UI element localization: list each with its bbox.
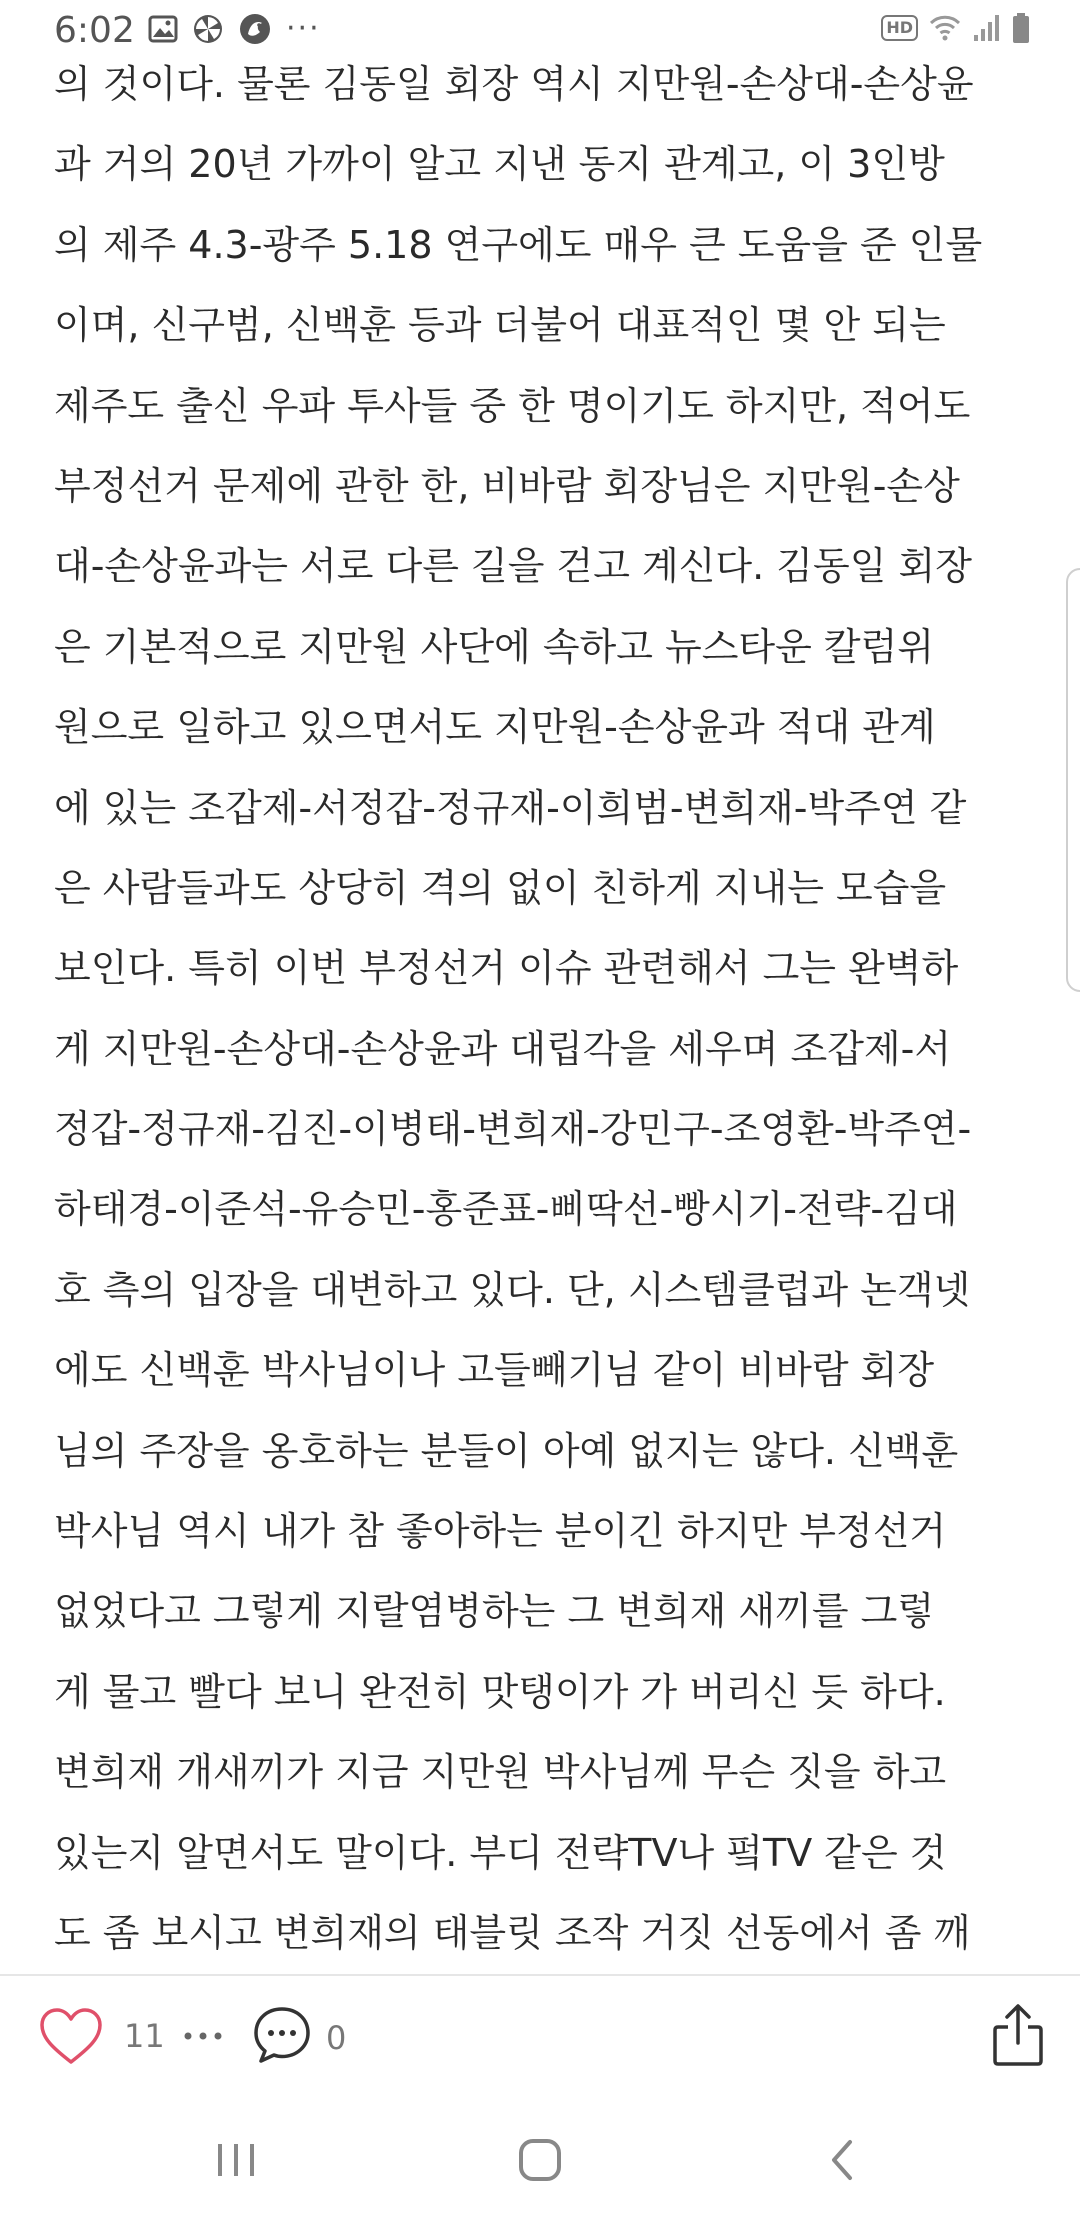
article-line: 대-손상윤과는 서로 다른 길을 걷고 계신다. 김동일 회장	[54, 544, 972, 589]
article-line: 의 제주 4.3-광주 5.18 연구에도 매우 큰 도움을 준 인물	[54, 222, 983, 267]
article-body	[54, 44, 1044, 1974]
more-dots-icon	[183, 2031, 223, 2041]
article-line: 님의 주장을 옹호하는 분들이 아예 없지는 않다. 신백훈	[54, 1428, 959, 1473]
comment-bubble-icon	[252, 2005, 312, 2065]
article-line: 보인다. 특히 이번 부정선거 이슈 관련해서 그는 완벽하	[54, 946, 959, 991]
article-line: 도 좀 보시고 변희재의 태블릿 조작 거짓 선동에서 좀 깨	[54, 1910, 971, 1955]
wifi-icon	[928, 13, 962, 43]
article-line: 있는지 알면서도 말이다. 부디 전략TV나 펔TV 같은 것	[54, 1830, 947, 1875]
article-line: 정갑-정규재-김진-이병태-변희재-강민구-조영환-박주연-	[54, 1107, 972, 1152]
article-line: 에 있는 조갑제-서정갑-정규재-이희범-변희재-박주연 같	[54, 785, 967, 830]
heart-icon	[39, 2008, 103, 2066]
article-line: 의 것이다. 물론 김동일 회장 역시 지만원-손상대-손상윤	[54, 62, 974, 106]
article-line: 은 기본적으로 지만원 사단에 속하고 뉴스타운 칼럼위	[54, 624, 935, 669]
article-line: 게 지만원-손상대-손상윤과 대립각을 세우며 조갑제-서	[54, 1026, 952, 1071]
pinwheel-icon	[192, 13, 224, 45]
article-line: 없었다고 그렇게 지랄염병하는 그 변희재 새끼를 그렇	[54, 1589, 935, 1634]
article-line: 박사님 역시 내가 참 좋아하는 분이긴 하지만 부정선거	[54, 1509, 947, 1554]
hd-icon: HD	[881, 15, 918, 41]
share-button[interactable]	[988, 2000, 1048, 2070]
article-line: 에도 신백훈 박사님이나 고들빼기님 같이 비바람 회장	[54, 1348, 935, 1393]
comment-count: 0	[326, 2019, 347, 2057]
app-badge-icon	[238, 12, 272, 46]
comment-button[interactable]	[250, 2002, 314, 2068]
back-chevron-icon	[822, 2136, 862, 2184]
article-line: 호 측의 입장을 대변하고 있다. 단, 시스템클럽과 논객넷	[54, 1267, 971, 1312]
share-icon	[990, 2003, 1046, 2067]
status-bar	[0, 0, 1080, 62]
edge-panel-handle[interactable]	[1066, 568, 1080, 992]
signal-icon	[972, 13, 1002, 43]
battery-icon	[1012, 12, 1030, 44]
article-line: 제주도 출신 우파 투사들 중 한 명이기도 하지만, 적어도	[54, 383, 971, 428]
article-line: 원으로 일하고 있으면서도 지만원-손상윤과 적대 관계	[54, 705, 936, 750]
status-time: 6:02	[54, 10, 135, 51]
home-button[interactable]	[500, 2130, 580, 2190]
recent-apps-icon	[214, 2140, 258, 2180]
article-line: 하태경-이준석-유승민-홍준표-삐딱선-빵시기-전략-김대	[54, 1187, 958, 1232]
article-line: 변희재 개새끼가 지금 지만원 박사님께 무슨 짓을 하고	[54, 1750, 947, 1795]
navigation-bar	[0, 2100, 1080, 2220]
back-button[interactable]	[802, 2130, 882, 2190]
article-line: 이며, 신구범, 신백훈 등과 더불어 대표적인 몇 안 되는	[54, 303, 946, 348]
home-icon	[516, 2136, 564, 2184]
post-action-bar	[0, 1974, 1080, 2102]
recent-apps-button[interactable]	[196, 2130, 276, 2190]
status-icons-right	[881, 12, 1030, 44]
article-line: 과 거의 20년 가까이 알고 지낸 동지 관계고, 이 3인방	[54, 142, 945, 187]
more-options-button[interactable]	[178, 2012, 228, 2060]
article-line: 부정선거 문제에 관한 한, 비바람 회장님은 지만원-손상	[54, 463, 960, 508]
article-line: 은 사람들과도 상당히 격의 없이 친하게 지내는 모습을	[54, 865, 947, 910]
like-count: 11	[124, 2017, 165, 2055]
more-dots-icon: ···	[286, 11, 321, 46]
article-line: 게 물고 빨다 보니 완전히 맛탱이가 가 버리신 듯 하다.	[54, 1669, 946, 1714]
like-button[interactable]	[38, 2004, 104, 2070]
status-icons-left	[148, 12, 321, 46]
gallery-icon	[148, 15, 178, 43]
